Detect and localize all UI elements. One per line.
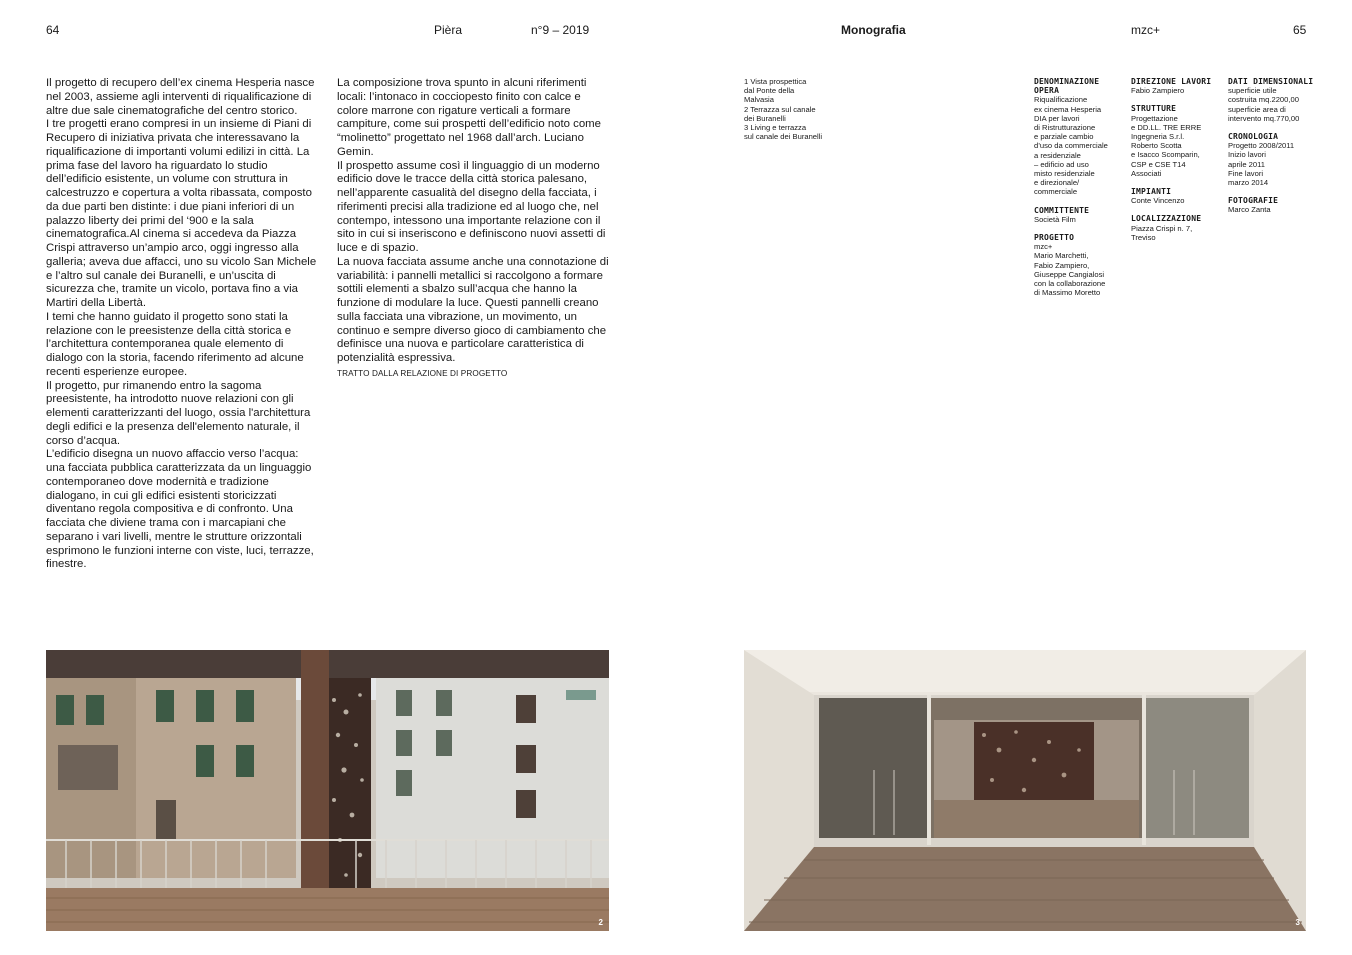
- credits-column-3: [1228, 77, 1318, 224]
- credits-column-2: [1131, 77, 1225, 251]
- magazine-name: Pièra: [434, 23, 463, 37]
- credit-value: Progetto 2008/2011 Inizio lavori aprile 2011 Fine lavori marzo 2014: [1228, 141, 1295, 188]
- credit-heading: DIREZIONE LAVORI: [1131, 77, 1212, 86]
- paragraph: Il progetto, pur rimanendo entro la sagoma preesistente, ha introdotto nuove relazioni con gli elementi caratterizzanti del luogo, ossia l'architettura degli edifici e la presenza dell'elemento naturale, il corso d’acqua.: [46, 379, 311, 447]
- photo-terrace-canal: [46, 650, 609, 931]
- credit-value: mzc+ Mario Marchetti, Fabio Zampiero, Giuseppe Cangialosi con la collaborazione di Massimo Moretto: [1034, 242, 1106, 298]
- paragraph: Il progetto di recupero dell’ex cinema Hesperia nasce nel 2003, assieme agli interventi di riqualificazione di altre due sale cinematografiche del centro storico.: [46, 77, 315, 117]
- paragraph: La nuova facciata assume anche una connotazione di variabilità: i pannelli metallici si raccolgono a formare sottili elementi a sbalzo sull’acqua che hanno la funzione di modulare la luce. Questi pannelli creano sulla facciata una vibrazione, un movimento, un continuo e sempre diverso gioco di cambiamento che definisce una nuova e particolare caratteristica di potenzialità espressiva.: [337, 255, 609, 364]
- credits-column-1: [1034, 77, 1126, 306]
- credit-strutture: [1131, 104, 1225, 178]
- photo-number: 2: [598, 918, 603, 927]
- credit-committente: [1034, 206, 1126, 224]
- credit-progetto: [1034, 233, 1126, 297]
- credit-value: Marco Zanta: [1228, 205, 1271, 215]
- credit-value: Fabio Zampiero: [1131, 86, 1185, 96]
- credit-heading: STRUTTURE: [1131, 104, 1177, 114]
- section-title: Monografia: [841, 23, 906, 37]
- article-column-1: [46, 77, 318, 572]
- credit-heading: DENOMINAZIONE OPERA: [1034, 77, 1100, 96]
- credit-value: Riqualificazione ex cinema Hesperia DIA per lavori di Ristrutturazione e parziale cambio d’uso da commerciale a residenziale – edificio ad uso misto residenziale e direzionale/ commerciale: [1034, 95, 1108, 197]
- credit-localizzazione: [1131, 214, 1225, 242]
- credit-heading: IMPIANTI: [1131, 187, 1172, 197]
- photo-captions: [744, 77, 854, 141]
- caption-2: 2 Terrazza sul canale dei Buranelli: [744, 104, 816, 123]
- paragraph: I temi che hanno guidato il progetto sono stati la relazione con le preesistenze della città storica e l’architettura contemporanea quale elemento di dialogo con la storia, facendo riferimento ad alcune recenti esperienze europee.: [46, 310, 304, 378]
- paragraph: La composizione trova spunto in alcuni riferimenti locali: l’intonaco in cocciopesto finito con calce e colore marrone con rigature verticali a formare campiture, come sui prospetti dell’edificio noto come “molinetto” progettato nel 1968 dall’arch. Luciano Gemin.: [337, 77, 602, 158]
- credit-cronologia: [1228, 132, 1318, 187]
- credit-heading: COMMITTENTE: [1034, 205, 1090, 215]
- photo-number: 3: [1295, 918, 1300, 927]
- right-page-number: 65: [1293, 23, 1307, 37]
- credit-heading: DATI DIMENSIONALI: [1228, 77, 1314, 86]
- photo-living-terrace: [744, 650, 1306, 931]
- credit-fotografie: [1228, 196, 1318, 214]
- credit-heading: PROGETTO: [1034, 233, 1075, 243]
- paragraph: L’edificio disegna un nuovo affaccio verso l’acqua: una facciata pubblica caratterizzata da un linguaggio contemporaneo dove modernità e tradizione dialogano, in cui gli edifici esistenti storicizzati diventano regola compositiva e di confronto. Una facciata che diviene trama con i marcapiani che separano i vari livelli, mentre le strutture orizzontali esprimono le funzioni interne con viste, luci, terrazze, finestre.: [46, 448, 314, 571]
- studio-name: mzc+: [1131, 23, 1161, 37]
- credit-direzione-lavori: [1131, 77, 1225, 95]
- article-column-2: [337, 77, 609, 380]
- credit-value: Piazza Crispi n. 7, Treviso: [1131, 223, 1193, 242]
- paragraph: I tre progetti erano compresi in un insieme di Piani di Recupero di iniziativa privata che interessavano la riqualificazione di importanti volumi edilizi in città. La prima fase del lavoro ha riguardato lo studio dell’edificio esistente, un volume con struttura in calcestruzzo e copertura a volta ribassata, composto da due parti ben distinte: i due piani inferiori di un palazzo liberty dei primi del ‘900 e la sala cinematografica.Al cinema si accedeva da Piazza Crispi attraverso un’ampio arco, oggi ingresso alla galleria; aveva due affacci, uno su vicolo San Michele e l’altro sul canale dei Buranelli, e un’uscita di sicurezza che, tramite un vicolo, portava fino a via Martiri della Libertà.: [46, 118, 317, 309]
- credit-value: Progettazione e DD.LL. TRE ERRE Ingegneria S.r.l. Roberto Scotta e Isacco Scomparin, CSP e CSE T14 Associati: [1131, 113, 1202, 178]
- caption-3: 3 Living e terrazza sul canale dei Buranelli: [744, 123, 823, 142]
- credit-heading: FOTOGRAFIE: [1228, 196, 1279, 206]
- credit-denominazione: [1034, 77, 1126, 197]
- paragraph: Il prospetto assume così il linguaggio di un moderno edificio dove le tracce della città storica palesano, nell’apparente casualità del disegno della facciata, i riferimenti precisi alla tradizione ed al luogo che, nel contempo, intessono una importante relazione con il sito in cui si inseriscono e definiscono nuovi assetti di luce e di spazio.: [337, 159, 606, 254]
- caption-1: 1 Vista prospettica dal Ponte della Malvasia: [744, 77, 807, 105]
- issue-number: n°9 – 2019: [531, 23, 590, 37]
- credit-heading: CRONOLOGIA: [1228, 132, 1279, 142]
- credit-heading: LOCALIZZAZIONE: [1131, 214, 1202, 224]
- left-page-number: 64: [46, 23, 60, 37]
- credit-value: superficie utile costruita mq.2200,00 superficie area di intervento mq.770,00: [1228, 86, 1300, 123]
- credit-impianti: [1131, 187, 1225, 205]
- credit-dati-dimensionali: [1228, 77, 1318, 123]
- credit-value: Società Film: [1034, 214, 1076, 224]
- credit-value: Conte Vincenzo: [1131, 196, 1185, 206]
- source-note: TRATTO DALLA RELAZIONE DI PROGETTO: [337, 368, 508, 378]
